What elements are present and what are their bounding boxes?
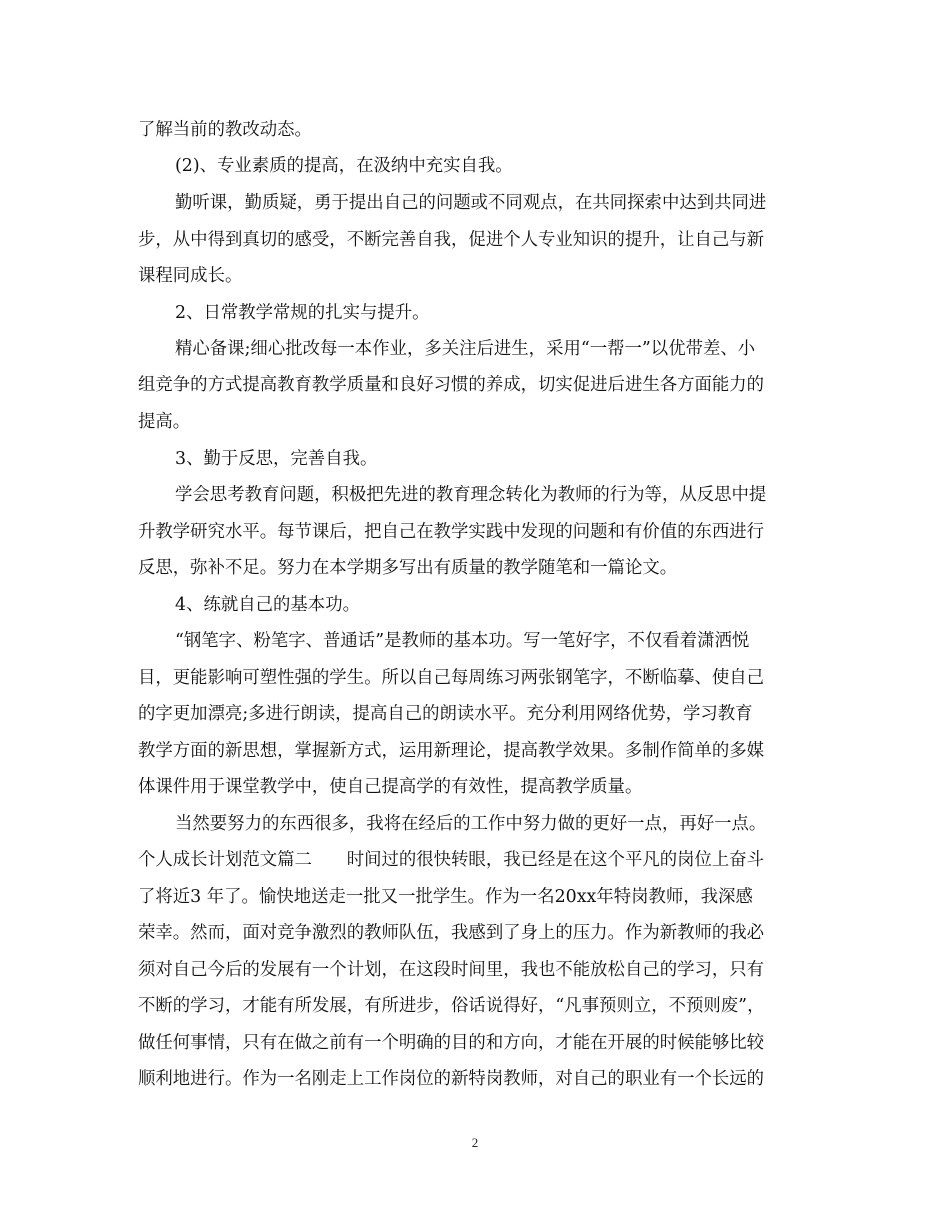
body-line: 课程同成长。	[138, 266, 243, 286]
body-line: 顺利地进行。作为一名刚走上工作岗位的新特岗教师，对自己的职业有一个长远的	[138, 1069, 765, 1089]
body-line: 提高。	[138, 412, 191, 432]
body-line: 学会思考教育问题，积极把先进的教育理念转化为教师的行为等，从反思中提	[175, 485, 767, 505]
page-number: 2	[471, 1135, 479, 1150]
body-line: 步，从中得到真切的感受，不断完善自我，促进个人专业知识的提升，让自己与新	[138, 230, 765, 250]
body-line: 教学方面的新思想，掌握新方式，运用新理论，提高教学效果。多制作简单的多媒	[138, 741, 765, 761]
body-line: 须对自己今后的发展有一个计划，在这段时间里，我也不能放松自己的学习，只有	[138, 960, 765, 980]
body-line: 的字更加漂亮;多进行朗读，提高自己的朗读水平。充分利用网络优势，学习教育	[138, 704, 753, 724]
body-line: 精心备课;细心批改每一本作业，多关注后进生，采用“一帮一”以优带差、小	[175, 339, 756, 359]
body-line: 了将近3 年了。愉快地送走一批又一批学生。作为一名20xx年特岗教师，我深感	[138, 887, 753, 907]
body-line: 升教学研究水平。每节课后，把自己在教学实践中发现的问题和有价值的东西进行	[138, 522, 765, 542]
body-line: 3、勤于反思，完善自我。	[175, 449, 378, 469]
body-line: “钢笔字、粉笔字、普通话”是教师的基本功。写一笔好字，不仅看着潇洒悦	[175, 631, 750, 651]
body-line: 了解当前的教改动态。	[138, 120, 312, 140]
body-line: 勤听课，勤质疑，勇于提出自己的问题或不同观点，在共同探索中达到共同进	[175, 193, 767, 213]
body-line: 荣幸。然而，面对竞争激烈的教师队伍，我感到了身上的压力。作为新教师的我必	[138, 923, 765, 943]
body-line: 2、日常教学常规的扎实与提升。	[175, 303, 430, 323]
body-line: 不断的学习，才能有所发展，有所进步，俗话说得好，“凡事预则立，不预则废”，	[138, 996, 765, 1016]
body-line: 组竞争的方式提高教育教学质量和良好习惯的养成，切实促进后进生各方面能力的	[138, 375, 765, 395]
body-line: 个人成长计划范文篇二 时间过的很快转眼，我已经是在这个平凡的岗位上奋斗	[138, 850, 765, 870]
body-line: 做任何事情，只有在做之前有一个明确的目的和方向，才能在开展的时候能够比较	[138, 1033, 765, 1053]
body-line: 反思，弥补不足。努力在本学期多写出有质量的教学随笔和一篇论文。	[138, 558, 678, 578]
body-line: 当然要努力的东西很多，我将在经后的工作中努力做的更好一点，再好一点。	[175, 814, 767, 834]
body-line: (2)、专业素质的提高，在汲纳中充实自我。	[175, 156, 513, 176]
body-line: 体课件用于课堂教学中，使自己提高学的有效性，提高教学质量。	[138, 777, 643, 797]
body-line: 目，更能影响可塑性强的学生。所以自己每周练习两张钢笔字，不断临摹、使自己	[138, 668, 765, 688]
body-line: 4、练就自己的基本功。	[175, 595, 360, 615]
